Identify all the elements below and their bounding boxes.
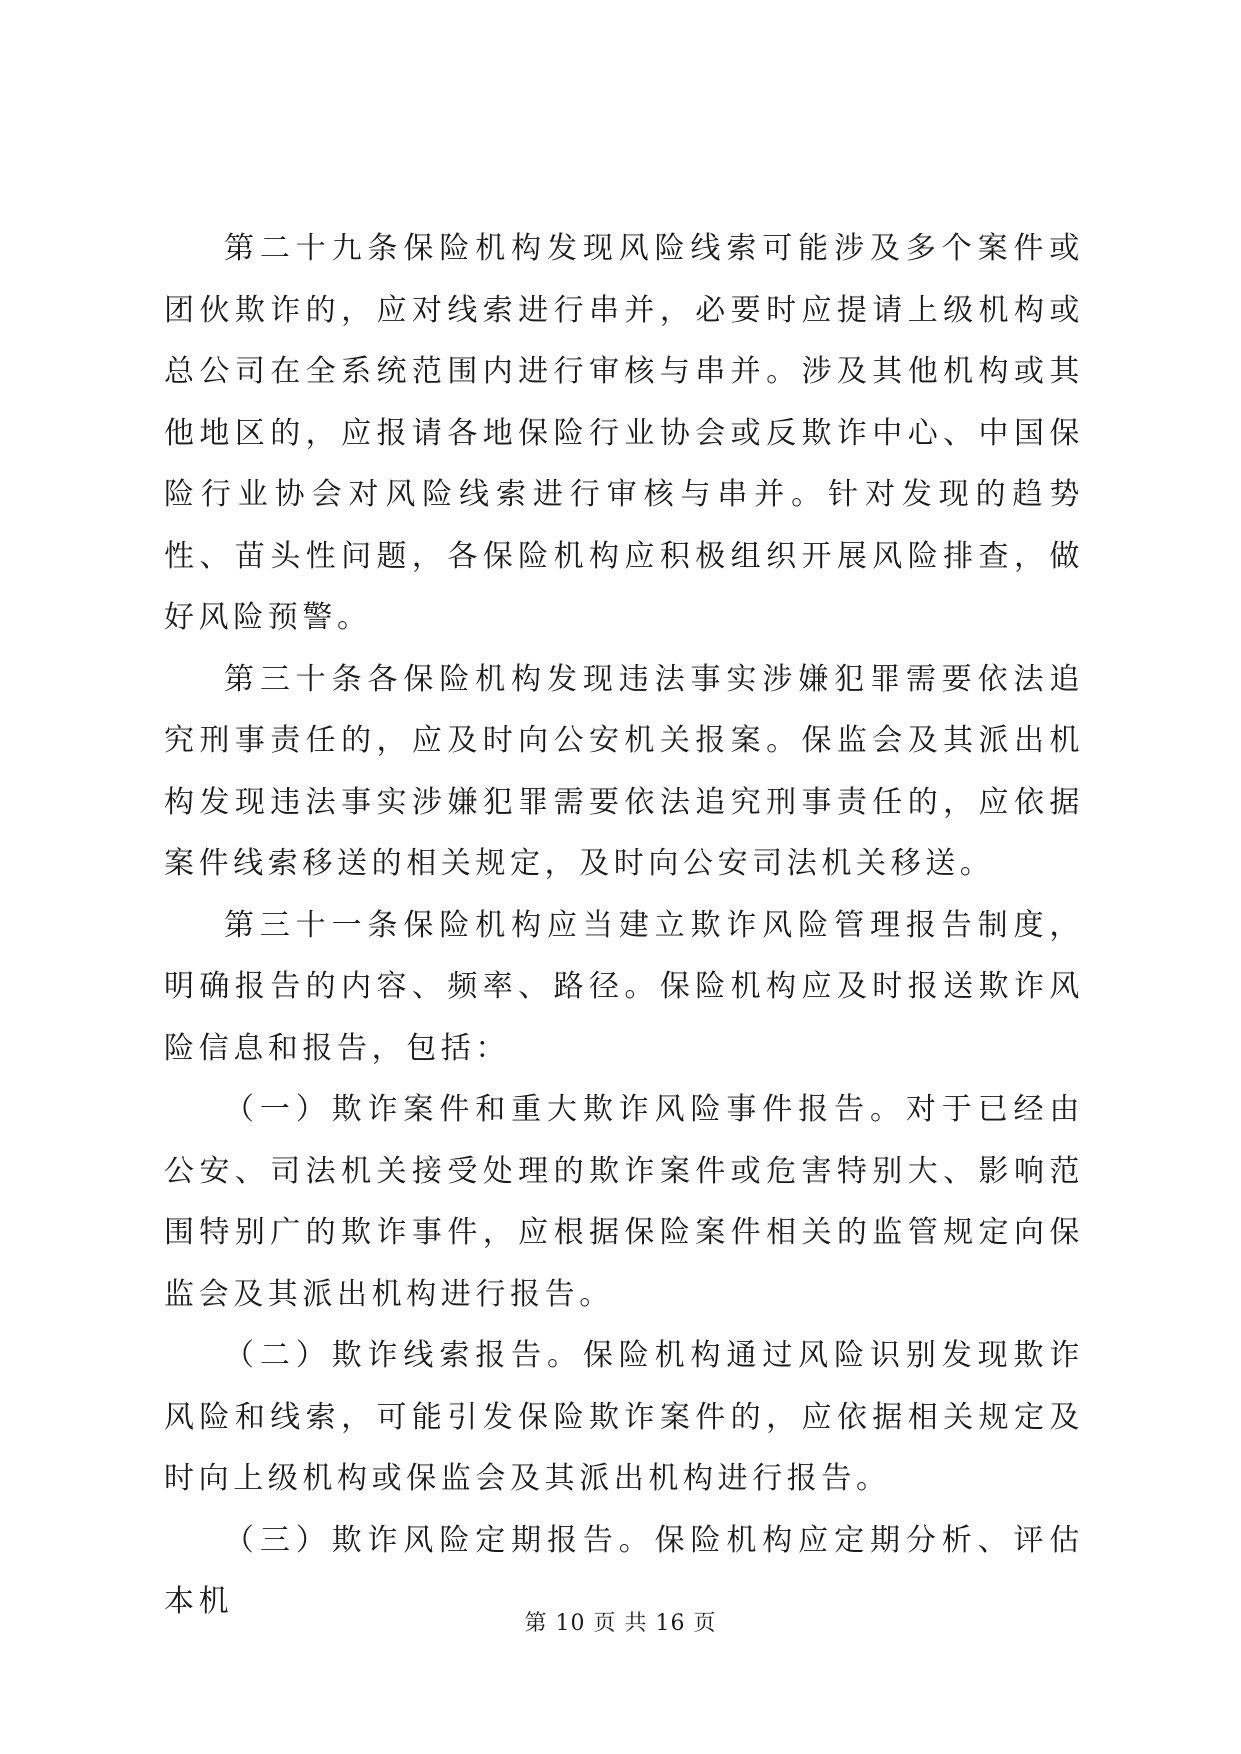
article-31-paragraph: 第三十一条保险机构应当建立欺诈风险管理报告制度，明确报告的内容、频率、路径。保险机构应及时报送欺诈风险信息和报告，包括： — [164, 907, 1084, 1066]
item-3-paragraph: （三）欺诈风险定期报告。保险机构应定期分析、评估本机 — [164, 1522, 1084, 1619]
article-29-paragraph: 第二十九条保险机构发现风险线索可能涉及多个案件或团伙欺诈的，应对线索进行串并，必要时应提请上级机构或总公司在全系统范围内进行审核与串并。涉及其他机构或其他地区的，应报请各地保险行业协会或反欺诈中心、中国保险行业协会对风险线索进行审核与串并。针对发现的趋势性、苗头性问题，各保险机构应积极组织开展风险排查，做好风险预警。 — [164, 231, 1084, 635]
document-body — [164, 218, 1084, 1633]
page-number-footer: 第 10 页 共 16 页 — [524, 1611, 717, 1636]
item-1-paragraph: （一）欺诈案件和重大欺诈风险事件报告。对于已经由公安、司法机关接受处理的欺诈案件或危害特别大、影响范围特别广的欺诈事件，应根据保险案件相关的监管规定向保监会及其派出机构进行报告。 — [164, 1092, 1084, 1312]
article-30-paragraph: 第三十条各保险机构发现违法事实涉嫌犯罪需要依法追究刑事责任的，应及时向公安机关报案。保监会及其派出机构发现违法事实涉嫌犯罪需要依法追究刑事责任的，应依据案件线索移送的相关规定，及时向公安司法机关移送。 — [164, 661, 1084, 881]
item-2-paragraph: （二）欺诈线索报告。保险机构通过风险识别发现欺诈风险和线索，可能引发保险欺诈案件的，应依据相关规定及时向上级机构或保监会及其派出机构进行报告。 — [164, 1338, 1084, 1496]
